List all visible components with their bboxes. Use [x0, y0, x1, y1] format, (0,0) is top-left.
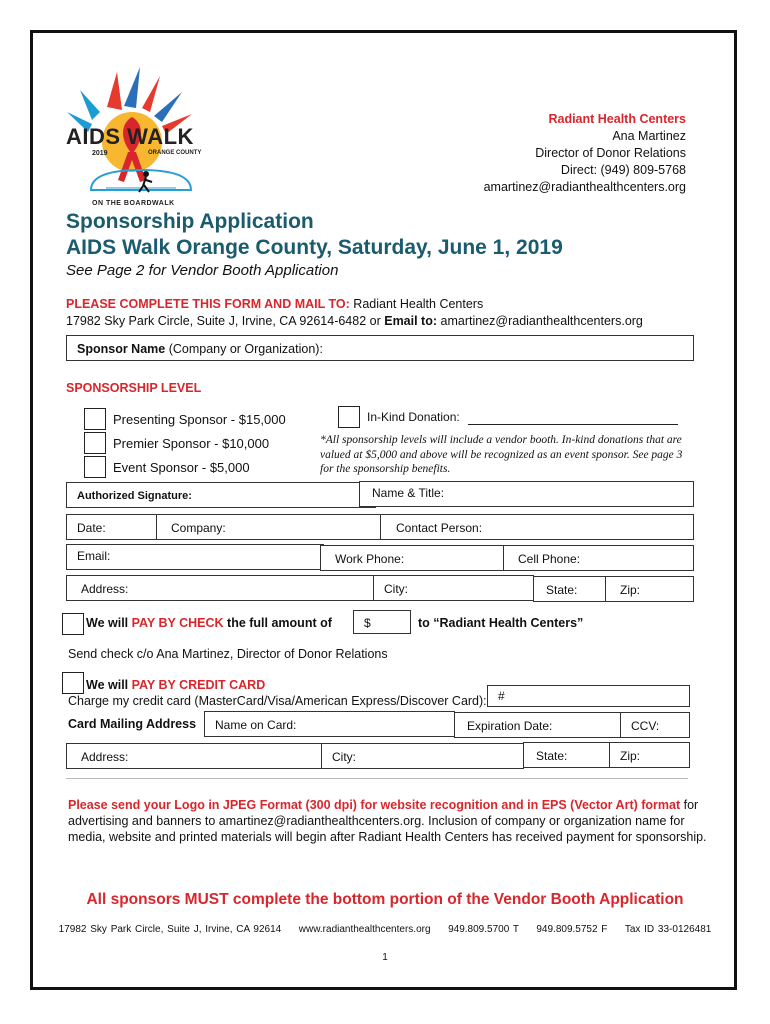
name-title-field[interactable]: Name & Title: [359, 481, 694, 507]
contact-name: Ana Martinez [612, 129, 686, 143]
sponsor-name-label: Sponsor Name [77, 342, 166, 356]
sponsorship-note: *All sponsorship levels will include a vendor booth. In-kind donations that are valued at $5,000 and above will be recognized as an event sponsor. See page 3 for the sponsorship benefits. [320, 434, 683, 475]
logo-tagline: ON THE BOARDWALK [92, 200, 175, 207]
contact-role: Director of Donor Relations [535, 146, 686, 160]
email-field[interactable]: Email: [66, 544, 324, 570]
sponsor-name-field[interactable] [66, 335, 694, 361]
mail-address: 17982 Sky Park Circle, Suite J, Irvine, CA 92614-6482 or [66, 314, 385, 328]
footer-fax: 949.809.5752 F [536, 924, 608, 935]
subtitle: See Page 2 for Vendor Booth Application [66, 262, 339, 279]
logo-note-rest: for advertising and banners to amartinez@radianthealthcenters.org. Inclusion of company or organization name for media, website and printed materials will begin after Radiant Health Centers has received payment for sponsorship. [68, 798, 707, 844]
mail-org: Radiant Health Centers [349, 297, 484, 311]
card-city-field[interactable]: City: [321, 743, 524, 769]
check-amount-field[interactable]: $ [353, 610, 411, 634]
logo-year: 2019 [92, 150, 108, 157]
company-field[interactable]: Company: [156, 514, 381, 540]
work-phone-field[interactable]: Work Phone: [320, 545, 504, 571]
check-send-note: Send check c/o Ana Martinez, Director of Donor Relations [68, 647, 388, 661]
credit-charge-label: Charge my credit card (MasterCard/Visa/American Express/Discover Card): [68, 694, 487, 708]
event-title: AIDS Walk Orange County, Saturday, June 1, 2019 [66, 236, 563, 259]
inkind-donation-line[interactable] [468, 424, 678, 425]
card-address-field[interactable]: Address: [66, 743, 322, 769]
pay-by-check-checkbox[interactable] [62, 613, 84, 635]
name-on-card-field[interactable]: Name on Card: [204, 711, 455, 737]
sponsor-name-hint: (Company or Organization): [165, 342, 323, 356]
boardwalk-icon [86, 162, 196, 198]
footer-phone: 949.809.5700 T [448, 924, 519, 935]
authorized-signature-field[interactable]: Authorized Signature: [66, 482, 376, 508]
contact-email: amartinez@radianthealthcenters.org [483, 180, 686, 194]
aids-walk-logo [62, 62, 212, 212]
card-zip-field[interactable]: Zip: [609, 742, 690, 768]
page-number: 1 [382, 952, 388, 963]
city-field[interactable]: City: [373, 575, 534, 601]
date-field[interactable]: Date: [66, 514, 158, 540]
event-sponsor-label: Event Sponsor - $5,000 [113, 460, 250, 475]
mail-email: amartinez@radianthealthcenters.org [437, 314, 643, 328]
contact-block [484, 111, 686, 196]
footer [0, 924, 770, 935]
contact-person-field[interactable]: Contact Person: [380, 514, 694, 540]
check-pre: We will [86, 616, 132, 630]
pay-by-credit-card-checkbox[interactable] [62, 672, 84, 694]
event-sponsor-checkbox[interactable] [84, 456, 106, 478]
footer-address: 17982 Sky Park Circle, Suite J, Irvine, CA 92614 [58, 924, 282, 935]
credit-highlight: PAY BY CREDIT CARD [131, 678, 266, 692]
premier-sponsor-label: Premier Sponsor - $10,000 [113, 436, 270, 451]
mail-line-2 [66, 314, 643, 328]
logo-note-red: Please send your Logo in JPEG Format (300 dpi) for website recognition and in EPS (Vector Art) format [68, 798, 681, 812]
presenting-sponsor-label: Presenting Sponsor - $15,000 [113, 412, 286, 427]
logo-aids-walk-text: AIDS WALK [66, 124, 194, 149]
mail-email-label: Email to: [384, 314, 438, 328]
page-title: Sponsorship Application [66, 210, 314, 233]
pay-by-check-label [86, 616, 332, 630]
mail-line-1 [66, 297, 483, 311]
presenting-sponsor-checkbox[interactable] [84, 408, 106, 430]
vendor-booth-call: All sponsors MUST complete the bottom portion of the Vendor Booth Application [86, 891, 684, 908]
address-field[interactable]: Address: [66, 575, 378, 601]
card-number-field[interactable]: # [487, 685, 690, 707]
sponsorship-level-heading: SPONSORSHIP LEVEL [66, 381, 202, 395]
ccv-field[interactable]: CCV: [620, 712, 690, 738]
pay-by-credit-card-label [86, 678, 265, 692]
card-mailing-address-label: Card Mailing Address [68, 717, 197, 731]
section-divider [66, 778, 688, 779]
expiration-date-field[interactable]: Expiration Date: [454, 712, 621, 738]
zip-field[interactable]: Zip: [605, 576, 694, 602]
contact-org: Radiant Health Centers [548, 112, 686, 126]
check-payee: to “Radiant Health Centers” [418, 616, 584, 630]
footer-web: www.radianthealthcenters.org [298, 924, 431, 935]
check-post: the full amount of [223, 616, 332, 630]
cell-phone-field[interactable]: Cell Phone: [503, 545, 694, 571]
logo-county: ORANGE COUNTY [148, 150, 202, 156]
mail-lead: PLEASE COMPLETE THIS FORM AND MAIL TO: [66, 297, 350, 311]
contact-phone: Direct: (949) 809-5768 [560, 163, 686, 177]
inkind-donation-label: In-Kind Donation: [367, 410, 460, 424]
inkind-donation-checkbox[interactable] [338, 406, 360, 428]
footer-tax-id: Tax ID 33-0126481 [624, 924, 712, 935]
premier-sponsor-checkbox[interactable] [84, 432, 106, 454]
credit-pre: We will [86, 678, 132, 692]
check-highlight: PAY BY CHECK [131, 616, 224, 630]
state-field[interactable]: State: [533, 576, 606, 602]
card-state-field[interactable]: State: [523, 742, 610, 768]
logo-note [68, 797, 708, 845]
